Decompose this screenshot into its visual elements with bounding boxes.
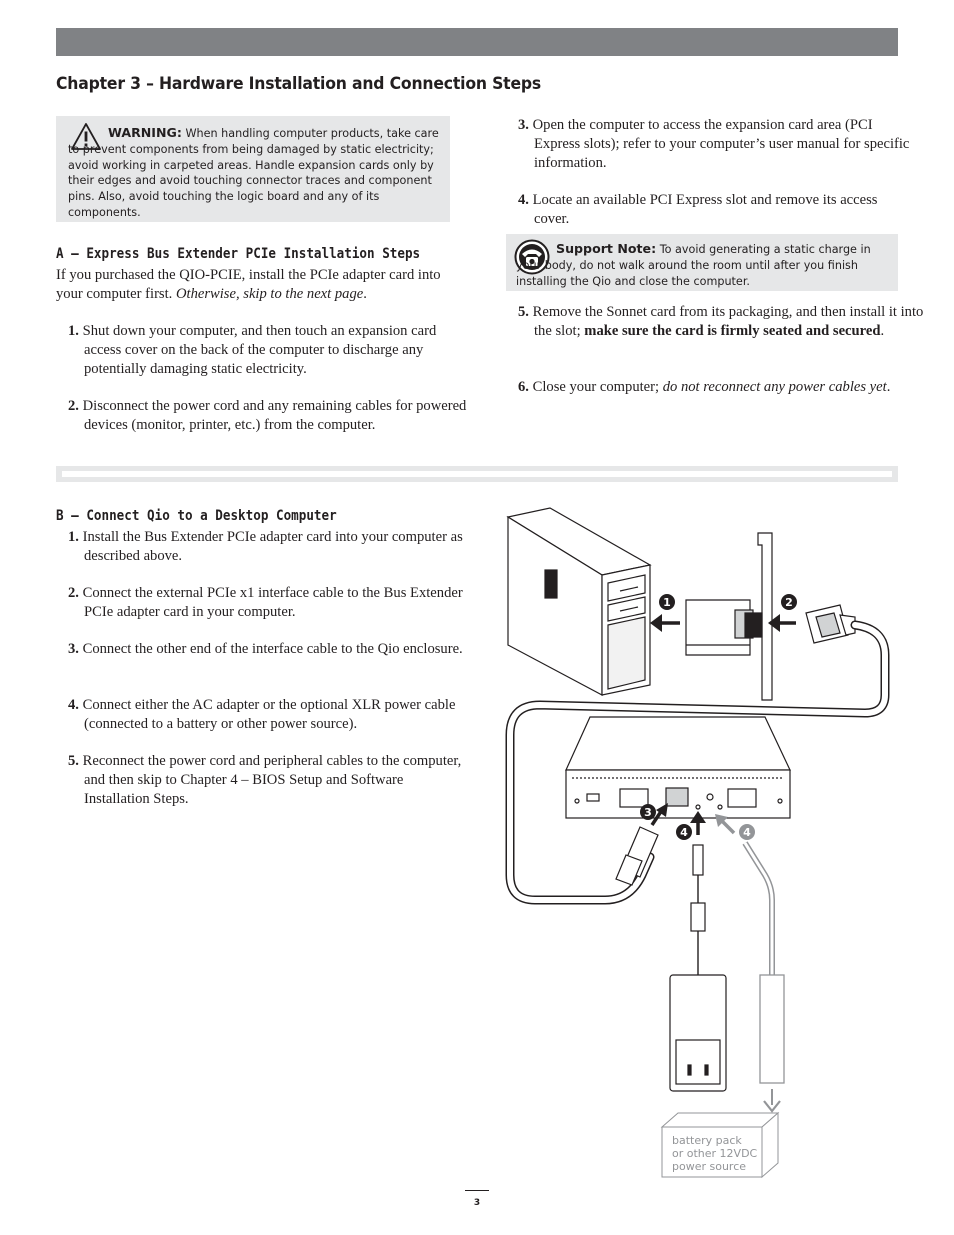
- step-number: 4.: [518, 192, 529, 208]
- support-note-text: [516, 241, 892, 289]
- pcie-card-illustration: [686, 533, 772, 700]
- step-number: 6.: [518, 379, 529, 395]
- section-b-step-3: [56, 640, 470, 659]
- step-number: 5.: [518, 304, 529, 320]
- callout-1: 1: [663, 596, 671, 609]
- section-a-step-2: [56, 397, 470, 435]
- chapter-title: Chapter 3 – Hardware Installation and Connection Steps: [56, 74, 542, 94]
- warning-label: WARNING:: [108, 125, 182, 140]
- callout-2: 2: [785, 596, 793, 609]
- step-text: Connect the other end of the interface cable to the Qio enclosure.: [82, 641, 463, 657]
- support-note-box: [506, 234, 898, 291]
- section-b-step-2: [56, 584, 470, 622]
- step-number: 3.: [518, 117, 529, 133]
- callout-3: 3: [644, 806, 652, 819]
- step-text: Connect the external PCIe x1 interface cable to the Bus Extender PCIe adapter card in your computer.: [82, 585, 463, 620]
- ac-adapter-illustration: [670, 975, 726, 1091]
- step-text: Connect either the AC adapter or the optional XLR power cable (connected to a battery or other power source).: [82, 697, 456, 732]
- warning-body: When handling computer products, take care to prevent components from being damaged by static electricity; avoid working in carpeted areas. Handle expansion cards only by their edges and avoid touching connector traces and component pins. Also, avoid touching the logic board and any of its components.: [68, 127, 439, 219]
- support-note-body: To avoid generating a static charge in your body, do not walk around the room until after you finish installing the Qio and close the computer.: [516, 243, 871, 288]
- step-number: 1.: [68, 323, 79, 339]
- step-text: Shut down your computer, and then touch an expansion card access cover on the back of the computer to discharge any potentially damaging static electricity.: [82, 323, 437, 377]
- header-bar: [56, 28, 898, 56]
- warning-text: [68, 125, 444, 221]
- section-a-intro: [56, 266, 456, 304]
- support-note-label: Support Note:: [556, 241, 657, 256]
- power-source-label-line-1: battery pack: [672, 1134, 742, 1147]
- step-number: 4.: [68, 697, 79, 713]
- desktop-tower-illustration: [508, 508, 650, 695]
- callout-4-gray: 4: [743, 826, 751, 839]
- step-end: .: [880, 323, 885, 339]
- step-number: 2.: [68, 398, 79, 414]
- arrow-1-icon: [650, 614, 680, 632]
- step-text: Disconnect the power cord and any remaining cables for powered devices (monitor, printer, etc.) from the computer.: [82, 398, 467, 433]
- section-a-step-1: [56, 322, 470, 379]
- section-a-heading: A – Express Bus Extender PCIe Installation Steps: [56, 246, 421, 262]
- page-number-rule: [465, 1190, 489, 1191]
- callout-4: 4: [680, 826, 688, 839]
- power-source-label-line-2: or other 12VDC: [672, 1147, 758, 1160]
- section-a-intro-italic: Otherwise, skip to the next page: [175, 286, 364, 302]
- section-b-step-1: [56, 528, 470, 566]
- section-a-step-4: [506, 191, 912, 229]
- step-text: Remove the Sonnet card from its packaging, and then install it into the slot;: [532, 304, 924, 339]
- power-source-label-line-3: power source: [672, 1160, 747, 1173]
- step-text: Install the Bus Extender PCIe adapter card into your computer as described above.: [82, 529, 463, 564]
- step-italic-text: do not reconnect any power cables yet: [662, 379, 887, 395]
- step-end: .: [886, 379, 891, 395]
- step-number: 1.: [68, 529, 79, 545]
- step-bold-text: make sure the card is firmly seated and secured: [584, 323, 881, 339]
- section-a-step-6: [506, 378, 926, 397]
- xlr-connector: [760, 975, 784, 1083]
- page-number: 3: [473, 1198, 481, 1208]
- section-a-intro-text: If you purchased the QIO-PCIE, install the PCIe adapter card into your computer first.: [56, 267, 441, 302]
- section-b-heading: B – Connect Qio to a Desktop Computer: [56, 508, 337, 524]
- connection-diagram: [500, 505, 910, 1185]
- step-number: 3.: [68, 641, 79, 657]
- section-divider: [56, 466, 898, 482]
- section-b-step-4: [56, 696, 482, 734]
- step-number: 5.: [68, 753, 79, 769]
- warning-box: [56, 116, 450, 222]
- step-text: Open the computer to access the expansion card area (PCI Express slots); refer to your computer’s user manual for specific information.: [532, 117, 910, 171]
- step-text: Close your computer;: [532, 379, 663, 395]
- section-a-step-5: [506, 303, 926, 341]
- step-text: Locate an available PCI Express slot and remove its access cover.: [532, 192, 878, 227]
- step-number: 2.: [68, 585, 79, 601]
- interface-cable-connector-top: [806, 605, 855, 643]
- section-a-step-3: [506, 116, 912, 173]
- qio-enclosure-illustration: [566, 717, 790, 818]
- section-b-step-5: [56, 752, 470, 809]
- step-text: Reconnect the power cord and peripheral cables to the computer, and then skip to Chapter 4 – BIOS Setup and Software Installation Steps.: [82, 753, 462, 807]
- section-a-intro-end: .: [363, 286, 367, 302]
- ac-adapter-ferrite: [691, 903, 705, 931]
